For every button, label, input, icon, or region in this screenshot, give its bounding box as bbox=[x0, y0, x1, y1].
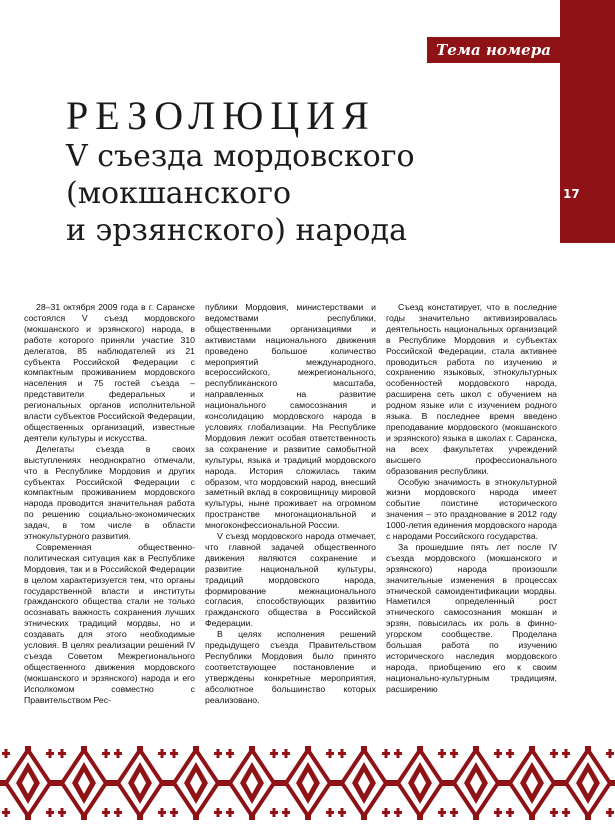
text-column-1 bbox=[24, 302, 195, 706]
paragraph: За прошедшие пять лет после IV съезда мордовского (мокшанского и эрзянского) народа произошли значительные изменения в процессах этнической самоидентификации мордвы. Наметился определенный рост этнического самосознания мокшан и эрзян, повысилась их роль в финно-угорском сообществе. Проделана большая работа по изучению исторического наследия мордовского народа, приобщению его к своим национально-культурным традициям, расширению bbox=[386, 541, 557, 694]
text-column-3 bbox=[386, 302, 557, 706]
ornament-border bbox=[0, 746, 615, 820]
text-column-2 bbox=[205, 302, 376, 706]
paragraph: Современная общественно-политическая ситуация как в Республике Мордовия, так и в Российской Федерации в целом характеризуется тем, что органы государственной власти и институты гражданского общества стали не только осознавать важность сохранения лучших этнических традиций мордвы, но и создавать для этого необходимые условия. В целях реализации решений IV съезда Советом Межрегионального общественного движения мордовского (мокшанского и эрзянского) народа и его Исполкомом совместно с Правительством Рес- bbox=[24, 541, 195, 705]
paragraph: 28–31 октября 2009 года в г. Саранске состоялся V съезд мордовского (мокшанского и эрзянского) народа, в работе которого приняли участие 310 делегатов, 85 наблюдателей из 21 субъекта Российской Федерации с компактным проживанием мордовского населения и 75 гостей съезда – представители федеральных и региональных органов исполнительной власти субъектов Российской Федерации, общественных организаций, известные деятели культуры и искусства. bbox=[24, 302, 195, 443]
page-number: 17 bbox=[563, 187, 580, 201]
paragraph: публики Мордовия, министерствами и ведомствами республики, общественными организациями и активистами национального движения проведено большое количество мероприятий международного, всероссийского, межрегионального, республиканского масштаба, направленных на развитие национального самосознания и консолидацию мордовского народа в условиях глобализации. На Республике Мордовия лежит особая ответственность за сохранение и развитие самобытной культуры, языка и традиций мордовского народа. История сложилась таким образом, что мордовский народ, внесший заметный вклад в сокровищницу мировой культуры, ныне проживает на огромном пространстве многонациональной и многоконфессиональной России. bbox=[205, 302, 376, 531]
title-main: РЕЗОЛЮЦИЯ bbox=[66, 93, 376, 138]
title-sub-line: (мокшанского bbox=[66, 176, 292, 211]
paragraph: Съезд констатирует, что в последние годы значительно активизировалась деятельность национальных организаций в Республике Мордовия и субъектах Российской Федерации, стала активнее проводиться работа по изучению и сохранению языковых, этнокультурных особенностей мордовского народа, расширена сеть школ с обучением на родном языке или с изучением родного языка. В последнее время введено преподавание мордовского (мокшанского и эрзянского) языка в школах г. Саранска, на всех факультетах учреждений высшего профессионального образования республики. bbox=[386, 302, 557, 476]
paragraph: Делегаты съезда в своих выступлениях неоднократно отмечали, что в Республике Мордовия и других субъектах Российской Федерации с компактным проживанием мордовского народа проводится значительная работа по решению социально-экономических задач, в том числе в области этнокультурного развития. bbox=[24, 443, 195, 542]
title-sub-line: и эрзянского) народа bbox=[66, 213, 407, 248]
title-sub-line: V съезда мордовского bbox=[66, 139, 415, 174]
paragraph: V съезд мордовского народа отмечает, что главной задачей общественного движения являются сохранение и развитие национальной культуры, традиций мордовского народа, формирование межнационального согласия, способствующих развитию гражданского общества в Российской Федерации. bbox=[205, 531, 376, 629]
article-title bbox=[66, 94, 546, 249]
folk-ornament-icon bbox=[0, 746, 615, 820]
paragraph: Особую значимость в этнокультурной жизни мордовского народа имеет событие поистине исторического значения – это празднование в 2012 году 1000-летия единения мордовского народа с народами Российского государства. bbox=[386, 476, 557, 542]
section-label: Тема номера bbox=[427, 37, 560, 63]
paragraph: В целях исполнения решений предыдущего съезда Правительством Республики Мордовия было принято соответствующее постановление и утверждены конкретные мероприятия, абсолютное большинство которых реализовано. bbox=[205, 629, 376, 705]
article-body bbox=[24, 302, 558, 706]
side-color-band bbox=[560, 0, 615, 243]
